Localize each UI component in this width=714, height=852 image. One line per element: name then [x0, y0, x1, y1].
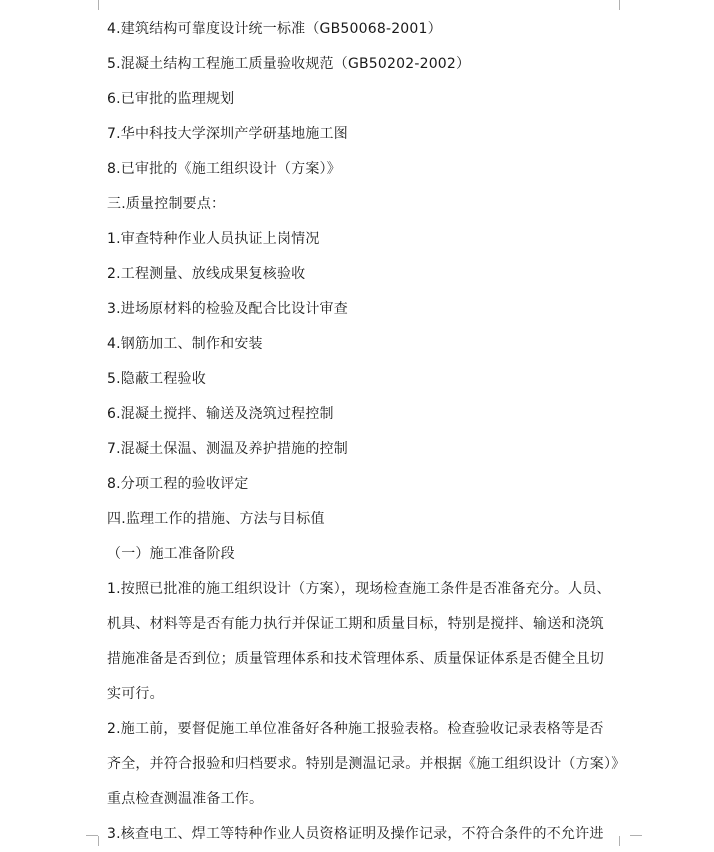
page-corner-mark-top-left: [88, 0, 99, 10]
paragraph-line: 3.核查电工、焊工等特种作业人员资格证明及操作记录，不符合条件的不允许进: [107, 826, 604, 842]
text-line: 8.分项工程的验收评定: [107, 476, 249, 492]
paragraph-1: [107, 572, 617, 712]
document-body: [107, 12, 626, 852]
text-line: 7.混凝土保温、测温及养护措施的控制: [107, 441, 348, 457]
page-corner-mark-bottom-right-h: [630, 835, 642, 836]
paragraph-line: 措施准备是否到位；质量管理体系和技术管理体系、质量保证体系是否健全且切: [107, 651, 604, 667]
text-line: 1.审查特种作业人员执证上岗情况: [107, 231, 320, 247]
page-corner-mark-bottom-right: [619, 836, 630, 846]
text-line: 7.华中科技大学深圳产学研基地施工图: [107, 126, 348, 142]
text-line: 6.混凝土搅拌、输送及浇筑过程控制: [107, 406, 334, 422]
page-corner-mark-bottom-left-h: [86, 835, 98, 836]
paragraph-line: 机具、材料等是否有能力执行并保证工期和质量目标，特别是搅拌、输送和浇筑: [107, 616, 604, 632]
text-line: 3.进场原材料的检验及配合比设计审查: [107, 301, 348, 317]
paragraph-line: 1.按照已批准的施工组织设计（方案），现场检查施工条件是否准备充分。人员、: [107, 581, 611, 597]
text-line: 4.建筑结构可靠度设计统一标准（GB50068-2001）: [107, 21, 442, 37]
text-line: 8.已审批的《施工组织设计（方案）》: [107, 161, 341, 177]
text-line: 4.钢筋加工、制作和安装: [107, 336, 263, 352]
page-corner-mark-top-right: [619, 0, 630, 10]
text-line: 5.混凝土结构工程施工质量验收规范（GB50202-2002）: [107, 56, 471, 72]
paragraph-line: 实可行。: [107, 686, 164, 702]
section-heading: 四.监理工作的措施、方法与目标值: [107, 511, 325, 527]
paragraph-2: [107, 712, 626, 817]
text-line: 2.工程测量、放线成果复核验收: [107, 266, 306, 282]
page-corner-mark-bottom-left: [88, 836, 99, 846]
section-heading: 三.质量控制要点：: [107, 196, 226, 212]
text-line: 5.隐蔽工程验收: [107, 371, 206, 387]
paragraph-3: [107, 817, 617, 852]
paragraph-line: 重点检查测温准备工作。: [107, 791, 264, 807]
text-line: 6.已审批的监理规划: [107, 91, 235, 107]
paragraph-line: 2.施工前，要督促施工单位准备好各种施工报验表格。检查验收记录表格等是否: [107, 721, 604, 737]
paragraph-line: 齐全，并符合报验和归档要求。特别是测温记录。并根据《施工组织设计（方案）》: [107, 756, 626, 772]
subsection-heading: （一）施工准备阶段: [107, 546, 235, 562]
